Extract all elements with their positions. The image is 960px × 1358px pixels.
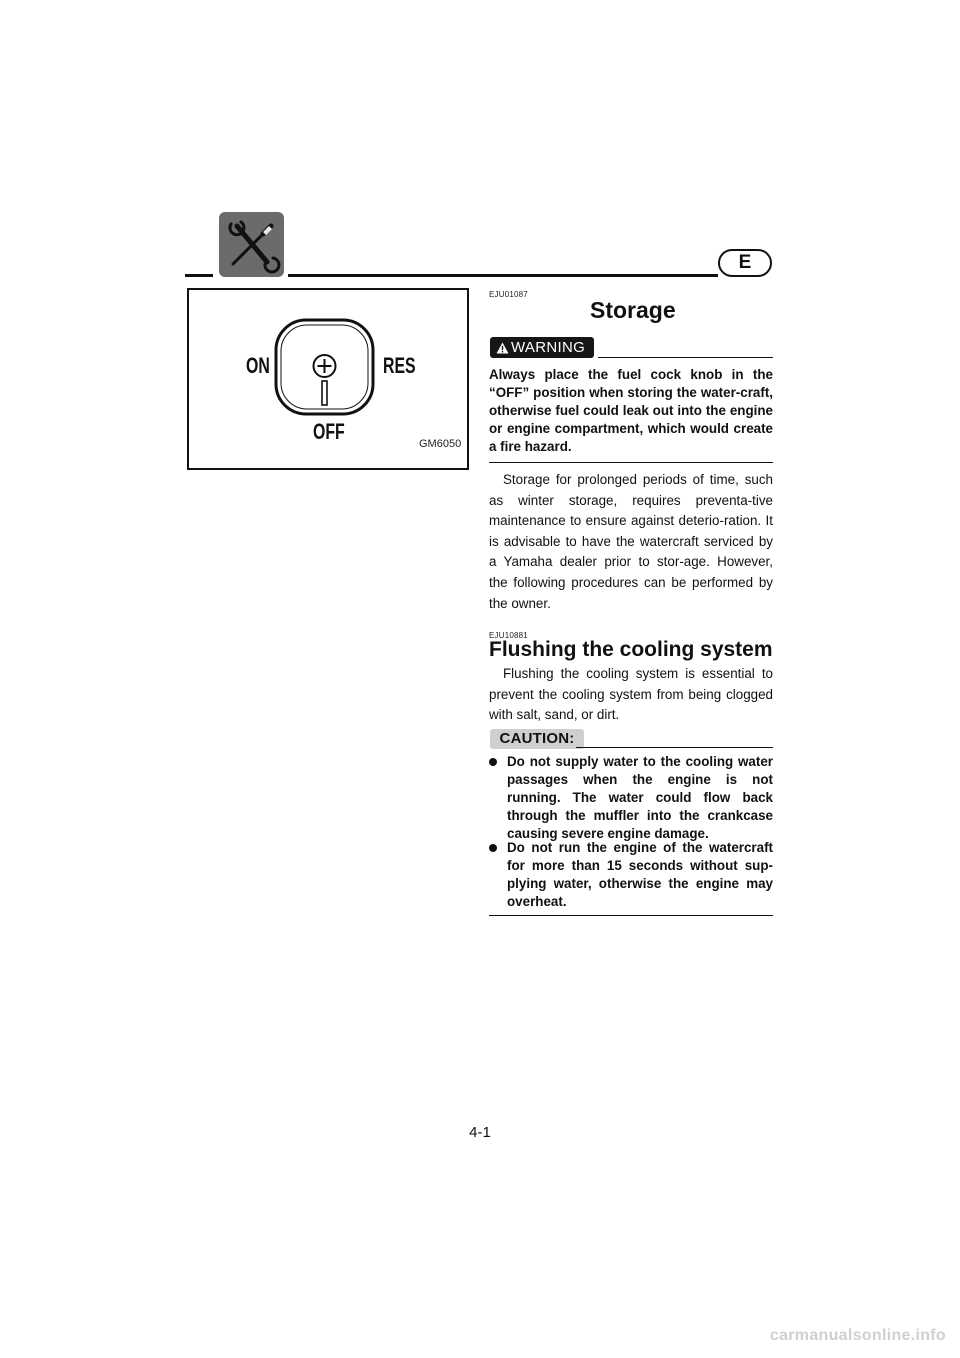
warning-rule-bottom xyxy=(489,462,773,463)
caution-item-text: Do not supply water to the cooling water passages when the engine is not running. The water could flow back through the muffler into the crankcase causing severe engine damage. xyxy=(507,754,773,841)
caution-badge: CAUTION: xyxy=(490,729,584,749)
warning-triangle-icon xyxy=(496,339,509,360)
bullet-icon xyxy=(489,758,497,766)
label-res: RES xyxy=(383,353,416,378)
watermark: carmanualsonline.info xyxy=(769,1327,946,1344)
page-number: 4-1 xyxy=(469,1124,491,1141)
label-on: ON xyxy=(246,353,270,378)
tools-icon xyxy=(219,212,284,277)
flushing-paragraph: Flushing the cooling system is essential to prevent the cooling system from being clogged with salt, sand, or dirt. xyxy=(489,666,773,723)
caution-rule-bottom xyxy=(489,915,773,916)
figure-code: GM6050 xyxy=(419,438,462,450)
caution-item xyxy=(489,839,773,911)
caution-item-text: Do not run the engine of the watercraft for more than 15 seconds without sup-plying water, otherwise the engine may overheat. xyxy=(507,840,773,909)
language-badge: E xyxy=(718,249,772,277)
warning-text: Always place the fuel cock knob in the “OFF” position when storing the water-craft, otherwise fuel could leak out into the engine or engine compartment, which would create a fire hazard. xyxy=(489,367,773,454)
warning-label: WARNING xyxy=(511,339,586,356)
fuel-cock-figure xyxy=(187,288,469,470)
label-off: OFF xyxy=(313,419,345,444)
flushing-title: Flushing the cooling system xyxy=(489,638,773,661)
section-code: EJU01087 xyxy=(489,290,528,299)
warning-badge xyxy=(490,337,594,358)
header-rule-left xyxy=(185,274,213,277)
section-title: Storage xyxy=(590,297,676,323)
header-rule xyxy=(288,274,718,277)
storage-paragraph: Storage for prolonged periods of time, such as winter storage, requires preventa-tive maintenance to ensure against deterio-ration. It is advisable to have the watercraft serviced by a Yamaha dealer prior to stor-age. However, the following procedures can be performed by the owner. xyxy=(489,472,773,611)
bullet-icon xyxy=(489,844,497,852)
caution-rule-top xyxy=(576,747,773,748)
caution-item xyxy=(489,753,773,843)
warning-rule-top xyxy=(598,357,773,358)
section-code-flushing: EJU10881 xyxy=(489,631,528,640)
